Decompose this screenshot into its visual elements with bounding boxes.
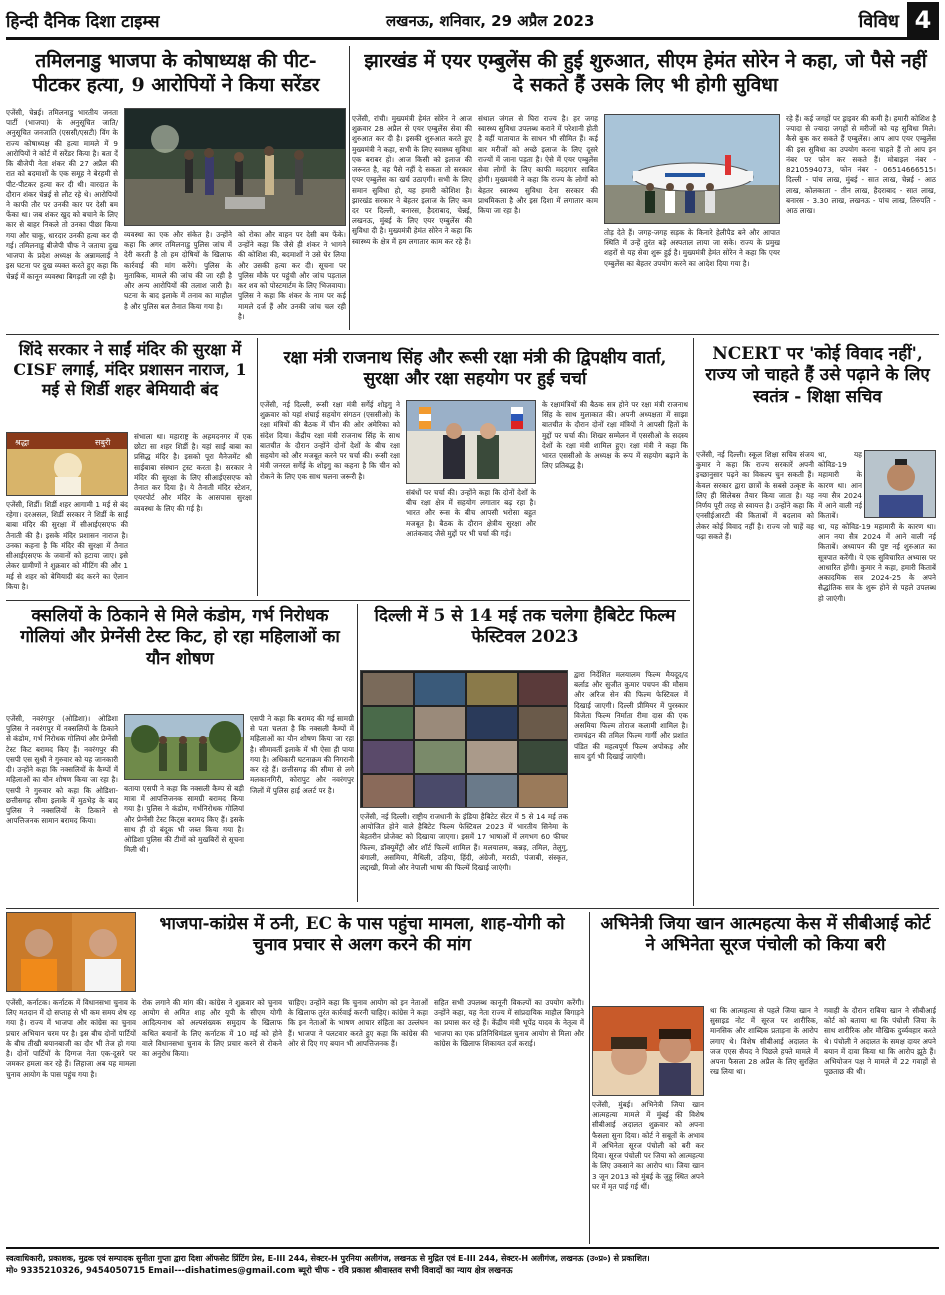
story-body: था कि आत्महत्या से पहले जिया खान ने सुसाइड नोट में सूरज पर शारीरिक, मानसिक और शाब्दिक प्रताड़ना के आरोप लगाए थे। विशेष सीबीआई अदालत के जज एएस सैयद ने पिछले हफ्ते मामले में अपना फैसला 28 अप्रैल के लिए सुरक्षित रख लिया था।	[710, 1006, 818, 1077]
story-body: बताया एसपी ने कहा कि नक्सली कैम्प से बड़ी मात्रा में आपत्तिजनक सामग्री बरामद किया गया है। पुलिस ने कंडोम, गर्भनिरोधक गोलियां और प्रेग्नेंसी टेस्ट किट्स बरामद किए हैं। इसके साथ ही दो बंदूक भी जब्त किया गया है। ओडिशा पुलिस की टीमों को मुखबिरों से सूचना मिली थी।	[124, 784, 244, 855]
story-body: एजेंसी, मुंबई। अभिनेत्री जिया खान आत्महत्या मामले में मुंबई की विशेष सीबीआई अदालत शुक्रवार को अपना फैसला सुना दिया। कोर्ट ने सबूतों के अभाव में अभिनेता सूरज पंचोली को बरी कर दिया। सूरज पंचोली पर जिया को आत्महत्या के लिए उकसाने का आरोप था। जिया खान 3 जून 2013 को मुंबई के जुहू स्थित अपने घर में मृत पाई गई थीं।	[592, 1100, 704, 1191]
education-secretary-photo	[864, 450, 936, 518]
story-headline: NCERT पर 'कोई विवाद नहीं', राज्य जो चाहते हैं उसे पढ़ाने के लिए स्वतंत्र - शिक्षा सचिव	[705, 344, 930, 407]
column-divider	[357, 604, 358, 902]
section-title: विविध	[858, 10, 899, 32]
story-body: एजेंसी, नई दिल्ली। स्कूल शिक्षा सचिव संजय कुमार ने कहा कि राज्य सरकारें अपनी इच्छानुसार पढ़ने का विकल्प चुन सकती हैं। केवल सरकार द्वारा छात्रों के सबसे उत्कृष्ट के लिए ही सिलेबस तैयार किया जाता है। यह निर्णय पूरी तरह से स्वायत्त है। उन्होंने कहा कि एनसीईआरटी की किताबों में बदलाव को लेकर कोई विवाद नहीं है। राज्य जो चाहें वह पढ़ा सकते हैं।	[696, 450, 814, 541]
story-tn-bjp	[6, 46, 346, 336]
newspaper-title: हिन्दी दैनिक दिशा टाइम्स	[6, 12, 160, 32]
story-jharkhand	[352, 46, 939, 330]
naxal-forest-photo	[124, 714, 244, 780]
story-headline: भाजपा-कांग्रेस में ठनी, EC के पास पहुंचा मामला, शाह-योगी को चुनाव प्रचार से अलग करने की मांग	[159, 914, 565, 956]
story-body: तोड़ देते हैं। जगह-जगह सड़क के किनारे हेलीपैड बने और आपात स्थिति में उन्हें तुरंत बड़े अस्पताल लाया जा सके। राज्य के प्रमुख शहरों से यह सेवा शुरू हुई है। मुख्यमंत्री हेमंत सोरेन ने कहा कि एयर एम्बुलेंस का बेहतर उपयोग करने का आदेश दिया गया है।	[604, 228, 780, 268]
svg-text:श्रद्धा: श्रद्धा	[15, 438, 30, 447]
story-headline: क्सलियों के ठिकाने से मिले कंडोम, गर्भ निरोधक गोलियां और प्रेग्नेंसी टेस्ट किट, हो रहा महिलाओं का यौन शोषण	[20, 606, 340, 669]
politicians-photo	[6, 912, 136, 992]
story-body: एजेंसी, चेन्नई। तमिलनाडु भारतीय जनता पार्टी (भाजपा) के अनुसूचित जाति/अनुसूचित जनजाति (एससी/एसटी) विंग के राज्य कोषाध्यक्ष की हत्या मामले में 9 आरोपियों ने कोर्ट में सरेंडर किया है। बता दें कि बीजेपी नेता शंकर की 27 अप्रैल की रात को बदमाशों के एक समूह ने बेरहमी से पीट-पीटकर हत्या कर दी थी। वारदात के दौरान शंकर चेन्नई से लौट रहे थे। आरोपियों ने काफी तौर पर उनकी कार पर देसी बम फेंका था। जब शंकर खुद को बचाने के लिए कार से बाहर निकले तो उनका पीछा किया गया और चाकू, धारदार उनकी हत्या कर दी गई। तमिलनाडु बीजेपी चीफ ने जताया दुख भाजपा के प्रदेश अध्यक्ष के अन्नामलाई ने इस घटना पर दुख व्यक्त करते हुए कहा कि चेन्नई में कानून व्यवस्था बिगड़ती जा रही है।	[6, 108, 118, 281]
contact-line: मो० 9335210326, 9454050715 Email---dishatimes@gmail.com ब्यूरो चीफ - रवि प्रकाश श्रीवास्तव सभी विवादों का न्याय क्षेत्र लखनऊ	[6, 1266, 513, 1276]
story-body: एजेंसी, शिर्डी। शिर्डी शहर आगामी 1 मई से बंद रहेगा। दरअसल, शिर्डी सरकार ने शिर्डी के साईं बाबा मंदिर की सुरक्षा में सीआईएसएफ की तैनाती की है। इसके मंदिर प्रशासन नाराज है। उनका कहना है कि मंदिर की सुरक्षा में तैनात सीआईएसएफ के जवानों को हटाया जाए। इसे लेकर ग्रामीणों ने शुक्रवार को मीटिंग की और 1 मई से शहर को बेमियादी बंद करने का ऐलान किया है।	[6, 500, 128, 591]
story-headline: दिल्ली में 5 से 14 मई तक चलेगा हैबिटेट फिल्म फेस्टिवल 2023	[374, 606, 676, 648]
story-body: एजेंसी, नवरंगपुर (ओडिशा)। ओडिशा पुलिस ने नवरंगपुर में नक्सलियों के ठिकाने से कंडोम, गर्भ निरोधक गोलियां और प्रेग्नेंसी टेस्ट किट बरामद किए हैं। नवरंगपुर की एसपी एस सुश्री ने गुरुवार को यह जानकारी दी। उन्होंने कहा कि नक्सलियों के कैम्पों में महिलाओं का यौन शोषण किया जा रहा है। एसपी ने गुरुवार को कहा कि ओडिशा-छत्तीसगढ़ सीमा इलाके में मुठभेड़ के बाद पुलिस ने नक्सलियों के ठिकाने से आपत्तिजनक सामान बरामद किया।	[6, 714, 118, 826]
story-body: व्यवस्था का एक और संकेत है। उन्होंने कहा कि अगर तमिलनाडु पुलिस जांच में देरी करती है तो हम दोषियों के खिलाफ कार्रवाई की मांग करेंगे। पुलिस के मुताबिक, मामले की जांच की जा रही है और अन्य आरोपियों की तलाश जारी है। घटना के बाद इलाके में तनाव का माहौल है और पुलिस बल तैनात किया गया है।	[124, 230, 232, 311]
defence-meeting-photo	[406, 400, 536, 484]
story-body: एजेंसी, नई दिल्ली, रूसी रक्षा मंत्री सर्गेई शोइगु ने शुक्रवार को यहां शंघाई सहयोग संगठन (एससीओ) के रक्षा मंत्रियों की बैठक में चीन की ओर अमेरिका को संदेश दिया। केंद्रीय रक्षा मंत्री राजनाथ सिंह के साथ बातचीत के दौरान उन्होंने दोनों देशों के बीच रक्षा सहयोग को और मजबूत करने पर चर्चा की। रूसी रक्षा मंत्री जनरल सर्गेई के शोइगु का कहना है कि चीन को रोकने के लिए एक साथ चलना जरूरी है।	[260, 400, 400, 481]
story-jiah-khan	[592, 912, 939, 1244]
story-body: रहे हैं। कई जगहों पर ड्राइवर की कमी है। हमारी कोशिश है ज्यादा से ज्यादा जगहों से मरीजों को यह सुविधा मिले। कैसे बुक कर सकते हैं एम्बुलेंस। आप आप एयर एम्बुलेंस की इस सुविधा का उपयोग करना चाहते हैं तो आप इन नंबर पर फोन कर सकते हैं। मोबाइल नंबर - 8210594073, फोन नंबर - 06514666515। दिल्ली - पांच लाख, मुंबई - सात लाख, चेन्नई - आठ लाख, कोलकाता - तीन लाख, हैदराबाद - सात लाख, बनारस - 3.30 लाख, लखनऊ - पांच लाख, तिरुपति - आठ लाख।	[786, 114, 936, 215]
publisher-line: स्वत्वाधिकारी, प्रकाशक, मुद्रक एवं सम्पादक सुनीता गुप्ता द्वारा दिशा ऑफसेट प्रिंटिंग प्रेस, E-III 244, सेक्टर-H पुरनिया अलीगंज, लखनऊ से मुद्रित एवं E-III 244, सेक्टर-H अलीगंज, लखनऊ (उ०प्र०) से प्रकाशित।	[6, 1254, 650, 1263]
story-body: चाहिए। उन्होंने कहा कि चुनाव आयोग को इन नेताओं के खिलाफ तुरंत कार्रवाई करनी चाहिए। कांग्रेस ने कहा कि इन नेताओं के भाषण आचार संहिता का उल्लंघन हैं। भाजपा ने पलटवार करते हुए कहा कि कांग्रेस की ओर से दिए गए बयान भी आपत्तिजनक हैं।	[288, 998, 428, 1048]
story-rajnath	[260, 338, 690, 598]
film-collage-photo	[360, 670, 568, 808]
row-divider	[6, 600, 690, 601]
story-body: संथाल जंगल से घिरा राज्य है। हर जगह स्वास्थ्य सुविधा उपलब्ध कराने में परेशानी होती है वहीं यातायात के साधन भी सीमित हैं। कई बार मरीजों को अच्छे इलाज के लिए दूसरे राज्यों में जाना पड़ता है। ऐसे में एयर एम्बुलेंस सेवा लोगों के लिए काफी मददगार साबित होगी। मुख्यमंत्री ने कहा कि राज्य के लोगों को बेहतर स्वास्थ्य सुविधा देना सरकार की प्राथमिकता है और इस दिशा में लगातार काम किया जा रहा है।	[478, 114, 598, 215]
row-divider	[6, 908, 939, 909]
story-headline: रक्षा मंत्री राजनाथ सिंह और रूसी रक्षा मंत्री की द्विपक्षीय वार्ता, सुरक्षा और रक्षा सहयोग पर हुई चर्चा	[283, 348, 667, 390]
story-body: एजेंसी, नई दिल्ली। राष्ट्रीय राजधानी के इंडिया हैबिटेट सेंटर में 5 से 14 मई तक आयोजित होने वाले हैबिटेट फिल्म फेस्टिवल 2023 में भारतीय सिनेमा के बेहतरीन प्रोजेक्ट को दिखाया जाएगा। इसमें 17 भाषाओं में लगभग 60 फीचर फिल्म, डॉक्यूमेंट्री और शॉर्ट फिल्में शामिल हैं। मलयालम, कन्नड़, तमिल, तेलुगु, बंगाली, असमिया, मैथिली, उड़िया, हिंदी, अंग्रेजी, मराठी, पंजाबी, संस्कृत, लद्दाखी, मिजो और नेपाली भाषा की फिल्में दिखाई जाएंगी।	[360, 812, 568, 873]
row-divider	[6, 334, 939, 335]
crime-scene-photo	[124, 108, 346, 226]
story-body: एसपी ने कहा कि बरामद की गई सामग्री से पता चलता है कि नक्सली कैम्पों में महिलाओं का यौन शोषण किया जा रहा है। सीमावर्ती इलाके में भी ऐसा ही पाया गया है। अधिकारी घटनाक्रम की निगरानी कर रहे हैं। छत्तीसगढ़ की सीमा से लगे मलकानगिरी, कोरापुट और नवरंगपुर जिलों में पुलिस हाई अलर्ट पर है।	[250, 714, 354, 795]
actress-photo	[592, 1006, 704, 1096]
story-naxal	[6, 604, 354, 904]
story-body: गवाही के दौरान राबिया खान ने सीबीआई कोर्ट को बताया था कि पंचोली जिया के साथ शारीरिक और मौखिक दुर्व्यवहार करते थे। पंचोली ने अदालत के समक्ष दायर अपने बयान में दावा किया था कि आरोप झूठे हैं। अभियोजन पक्ष ने मामले में 22 गवाहों से पूछताछ की थी।	[824, 1006, 936, 1077]
story-headline: तमिलनाडु भाजपा के कोषाध्यक्ष की पीट-पीटकर हत्या, 9 आरोपियों ने किया सरेंडर	[32, 50, 320, 96]
story-body: को रोका और वाहन पर देसी बम फेंके। उन्होंने कहा कि जैसे ही शंकर ने भागने की कोशिश की, बदमाशों ने उसे घेर लिया और उसकी हत्या कर दी। सूचना पर पुलिस मौके पर पहुंची और जांच पड़ताल कर शव को पोस्टमार्टम के लिए भिजवाया। पुलिस ने कहा कि शंकर के नाम पर कई मामले दर्ज हैं और उनकी जांच चल रही है।	[238, 230, 346, 321]
story-congress	[6, 912, 586, 1244]
story-body: संभाला था। महाराष्ट्र के अहमदनगर में एक छोटा सा शहर शिर्डी है। यहां साईं बाबा का प्रसिद्ध मंदिर है। इसको पूरा मैनेजमेंट श्री साईबाबा संस्थान ट्रस्ट करता है। सरकार ने मंदिर की सुरक्षा के लिए सीआईएसएफ को तैनात कर दिया है। ये तैनाती मंदिर स्टेशन, एयरपोर्ट और मंदिर के आसपास सुरक्षा व्यवस्था के लिए की गई है।	[134, 432, 252, 513]
column-divider	[349, 46, 350, 330]
story-body: द्वारा निर्देशित मलयालम फिल्म मैयदूद/द बर्लाड और सुजीत कुमार पचपन की मौसम और अरिज सेन की फिल्म फेस्टिवल में दिखाई जाएगी। दिल्ली प्रीमियर में पुरस्कार विजेता फिल्म निर्माता रीमा दास की एक असमिया फिल्म तोराज कलामी शामिल है। रामचंद्रन की तमिल फिल्म गार्गी और प्रशांत पंडित की महत्वपूर्ण फिल्म अपोकड़ और साय दुर्ग भी दिखाई जाएंगी।	[574, 670, 688, 761]
column-divider	[257, 338, 258, 596]
sai-temple-photo	[6, 432, 128, 496]
story-habitat	[360, 604, 690, 904]
story-headline: शिंदे सरकार ने साईं मंदिर की सुरक्षा में CISF लगाई, मंदिर प्रशासन नाराज, 1 मई से शिर्डी शहर बेमियादी बंद	[13, 340, 247, 399]
story-body: था, यह कोविड-19 महामारी के कारण था। आन नया सैत्र 2024 में आने वाली नई किताबें।	[818, 450, 862, 520]
air-ambulance-photo	[604, 114, 780, 224]
story-body: के रक्षामंत्रियों की बैठक सत्र होने पर रक्षा मंत्री राजनाथ सिंह के साथ मुलाकात की। अपनी अध्यक्षता में साझा बातचीत के दौरान दोनों रक्षा मंत्रियों ने आपसी हितों के मुद्दों पर चर्चा की। शिखर सम्मेलन में एससीओ के सदस्य देशों के रक्षा मंत्री शामिल हुए। रक्षा मंत्री ने कहा कि भारत एससीओ के अध्यक्ष के रूप में सहयोग बढ़ाने के लिए प्रतिबद्ध है।	[542, 400, 688, 471]
story-body: था, यह कोविड-19 महामारी के कारण था। आन नया सैत्र 2024 में आने वाली नई किताबें। अध्यापन की पुष्ट नई शुरुआत का सूत्रपात करेंगी। ये एक सुविचारित अभ्यास पर आधारित होंगी। कुमार ने कहा, हमारी किताबें अकादमिक सत्र 2024-25 के अपने सैद्धांतिक सत्र के शुरू होने से पहले उपलब्ध हो जाएंगी।	[818, 522, 936, 603]
story-body: संबंधों पर चर्चा की। उन्होंने कहा कि दोनों देशों के बीच रक्षा क्षेत्र में सहयोग लगातार बढ़ रहा है। भारत और रूस के बीच आपसी भरोसा बहुत मजबूत है। बैठक के दौरान क्षेत्रीय सुरक्षा और आतंकवाद जैसे मुद्दों पर भी चर्चा की गई।	[406, 488, 536, 538]
column-divider	[693, 338, 694, 906]
svg-text:सबुरी: सबुरी	[95, 438, 111, 447]
page-number: 4	[907, 2, 939, 38]
column-divider	[589, 912, 590, 1244]
story-ncert	[696, 338, 939, 906]
story-shirdi	[6, 338, 254, 598]
story-headline: झारखंड में एयर एम्बुलेंस की हुई शुरुआत, सीएम हेमंत सोरेन ने कहा, जो पैसे नहीं दे सकते हैं उसके लिए भी होगी सुविधा	[364, 50, 927, 96]
story-body: एजेंसी, रांची। मुख्यमंत्री हेमंत सोरेन ने आज शुक्रवार 28 अप्रैल से एयर एम्बुलेंस सेवा की शुरुआत कर दी है। इसकी शुरुआत करते हुए मुख्यमंत्री ने कहा, सभी के लिए स्वास्थ्य सुविधा एक बराबर हो। आज किसी को इलाज की जरूरत है, वह पैसे नहीं दे सकता तो सरकार एयर एम्बुलेंस का खर्च उठाएगी। सभी के लिए समान सुविधा हो, यह हमारी कोशिश है। झारखंड सरकार ने बेहतर इलाज के लिए कम दर पर दिल्ली, बनारस, हैदराबाद, चेन्नई, लखनऊ, मुंबई के लिए एयर एम्बुलेंस की सुविधा दी है। मुख्यमंत्री हेमंत सोरेन ने कहा कि स्वास्थ्य के क्षेत्र में हम लगातार काम कर रहे हैं।	[352, 114, 472, 246]
masthead	[6, 4, 939, 40]
story-body: सहित सभी उपलब्ध कानूनी विकल्पों का उपयोग करेंगी। उन्होंने कहा, यह नेता राज्य में सांप्रदायिक माहौल बिगाड़ने का प्रयास कर रहे हैं। केंद्रीय मंत्री भूपेंद्र यादव के नेतृत्व में भाजपा का एक प्रतिनिधिमंडल चुनाव आयोग से मिला और कांग्रेस के खिलाफ शिकायत दर्ज कराई।	[434, 998, 584, 1048]
imprint-footer	[6, 1247, 939, 1291]
story-body: रोक लगाने की मांग की। कांग्रेस ने शुक्रवार को चुनाव आयोग से अमित शाह और यूपी के सीएम योगी आदित्यनाथ को अल्पसंख्यक समुदाय के खिलाफ कथित बयानों के लिए कर्नाटक में 10 मई को होने वाले विधानसभा चुनाव के लिए प्रचार करने से रोकने का अनुरोध किया।	[142, 998, 282, 1059]
edition-date: लखनऊ, शनिवार, 29 अप्रैल 2023	[386, 11, 595, 30]
story-body: एजेंसी, कर्नाटक। कर्नाटक में विधानसभा चुनाव के लिए मतदान में दो सप्ताह से भी कम समय शेष रह गया है। राज्य में भाजपा और कांग्रेस का चुनाव प्रचार अभियान चरम पर है। इस बीच दोनों पार्टियों के बीच तीखी बयानबाजी का दौर भी तेज हो गया है। दोनों पार्टियों के दिग्गज नेता एक-दूसरे पर जमकर हमला कर रहे हैं। लिहाजा अब यह मामला चुनाव आयोग के पास पहुंच गया है।	[6, 998, 136, 1079]
story-headline: अभिनेत्री जिया खान आत्महत्या केस में सीबीआई कोर्ट ने अभिनेता सूरज पंचोली को किया बरी	[600, 914, 931, 956]
